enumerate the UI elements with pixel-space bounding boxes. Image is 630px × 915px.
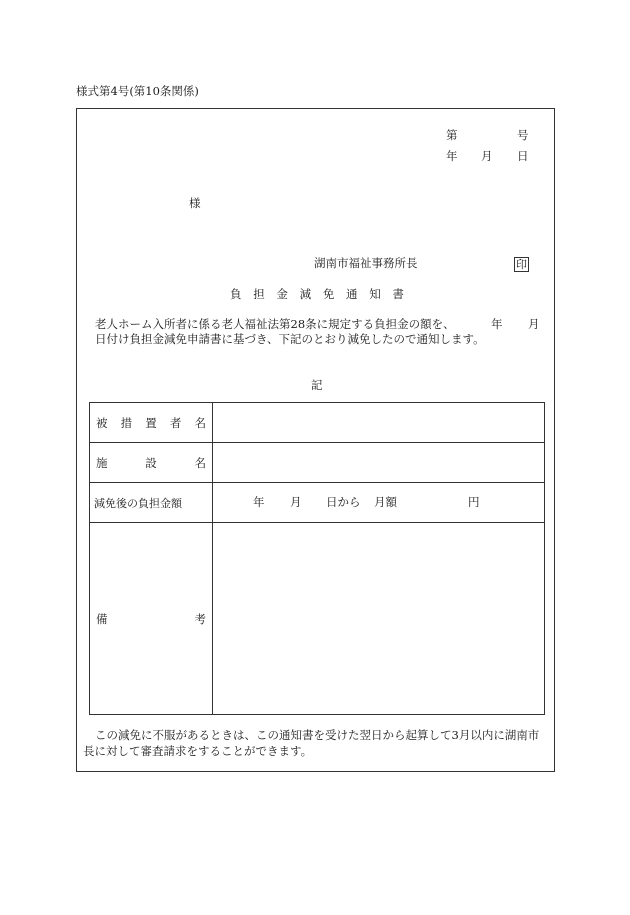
title-char: 金: [276, 287, 288, 301]
amount-month: 月: [290, 495, 302, 509]
number-prefix: 第: [446, 128, 458, 142]
details-table: [89, 402, 545, 715]
title-char: 知: [369, 287, 381, 301]
value-facility[interactable]: [213, 443, 545, 483]
value-remarks[interactable]: [213, 523, 545, 715]
label-char: 者: [169, 415, 182, 430]
title-char: 通: [346, 287, 358, 301]
footer-line-2: 長に対して審査請求をすることができます。: [83, 744, 313, 758]
value-recipient[interactable]: [213, 403, 545, 443]
label-char: 備: [96, 611, 108, 626]
amount-day-from: 日から: [326, 495, 361, 509]
seal-char: 印: [516, 258, 527, 271]
ki-heading: 記: [311, 378, 323, 392]
label-text: 減免後の負担金額: [94, 496, 182, 510]
amount-year: 年: [253, 495, 265, 509]
addressee-suffix: 様: [189, 196, 201, 210]
amount-monthly: 月額: [374, 495, 397, 509]
label-remarks: [90, 523, 213, 715]
body-line-2: 日付け負担金減免申請書に基づき、下記のとおり減免したので通知します。: [95, 332, 485, 346]
label-char: 施: [96, 455, 108, 470]
table-row: [90, 483, 545, 523]
title-char: 書: [392, 287, 404, 301]
label-reduced-amount: [90, 483, 213, 523]
label-char: 考: [194, 611, 206, 626]
footer-line-1: この減免に不服があるときは、この通知書を受けた翌日から起算して3月以内に湖南市: [95, 728, 540, 742]
title-char: 減: [299, 287, 312, 301]
label-recipient: [90, 403, 213, 443]
table-row: [90, 403, 545, 443]
body-year: 年: [491, 317, 503, 331]
body-month: 月: [528, 317, 540, 331]
label-char: 被: [96, 415, 108, 430]
form-number: 様式第4号(第10条関係): [76, 84, 199, 98]
label-char: 名: [194, 415, 206, 430]
label-char: 置: [145, 415, 157, 430]
seal-mark: [514, 257, 529, 272]
label-facility: [90, 443, 213, 483]
issuer-name: 湖南市福祉事務所長: [314, 256, 418, 270]
table-row: [90, 443, 545, 483]
date-day: 日: [517, 149, 529, 163]
date-month: 月: [481, 149, 493, 163]
label-char: 設: [145, 455, 157, 470]
label-char: 措: [120, 415, 133, 430]
document-title: [230, 289, 404, 301]
title-char: 負: [230, 287, 242, 301]
label-char: 名: [194, 455, 206, 470]
amount-yen: 円: [468, 495, 480, 509]
table-row: [90, 523, 545, 715]
title-char: 免: [322, 287, 335, 301]
value-reduced-amount[interactable]: [213, 483, 545, 523]
date-year: 年: [446, 149, 458, 163]
title-char: 担: [253, 287, 265, 301]
number-suffix: 号: [517, 128, 529, 142]
body-line-1: 老人ホーム入所者に係る老人福祉法第28条に規定する負担金の額を、: [95, 317, 455, 331]
